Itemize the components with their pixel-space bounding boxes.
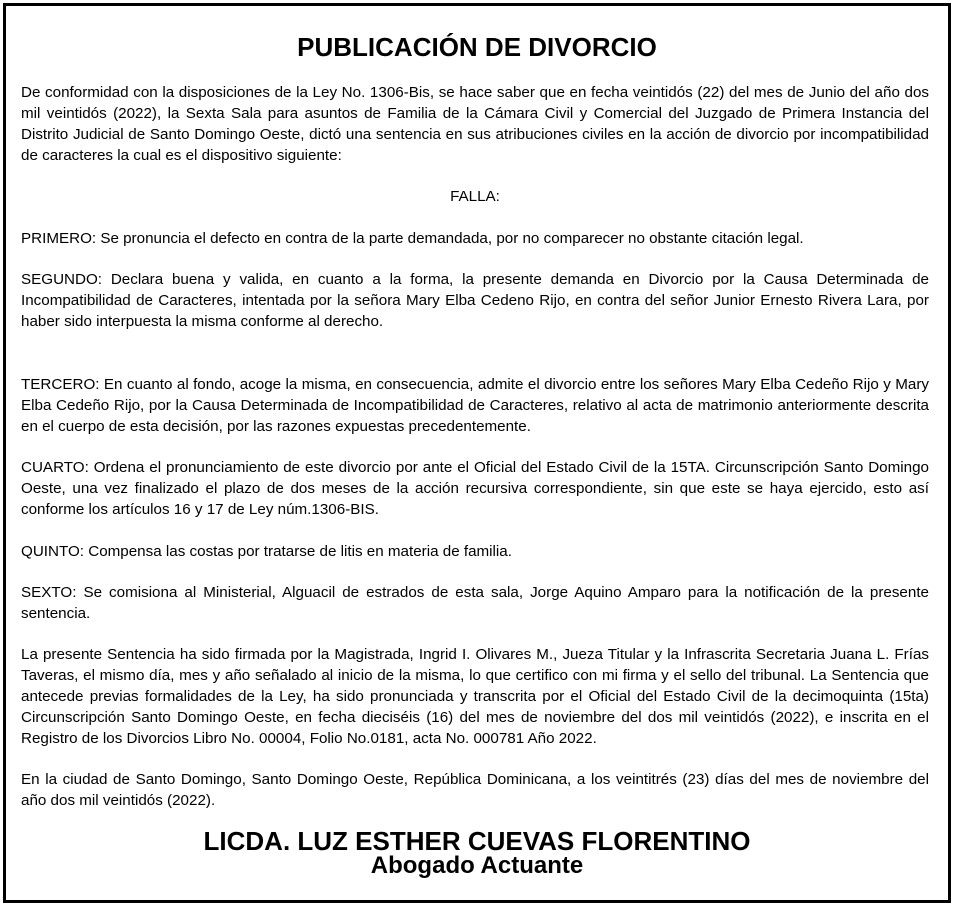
divorce-publication-notice <box>3 3 951 903</box>
sexto-paragraph: SEXTO: Se comisiona al Ministerial, Alguacil de estrados de esta sala, Jorge Aquino Amparo para la notificación de la presente sentencia. <box>21 584 929 622</box>
certification-paragraph: La presente Sentencia ha sido firmada por la Magistrada, Ingrid I. Olivares M., Jueza Titular y la Infrascrita Secretaria Juana L. Frías Taveras, el mismo día, mes y año señalado al inicio de la misma, lo que certifico con mi firma y el sello del tribunal. La Sentencia que antecede previas formalidades de la Ley, ha sido pronunciada y transcrita por el Oficial del Estado Civil de la decimoquinta (15ta) Circunscripción Santo Domingo Oeste, en fecha dieciséis (16) del mes de noviembre del dos mil veintidós (2022), e inscrita en el Registro de los Divorcios Libro No. 00004, Folio No.0181, acta No. 000781 Año 2022. <box>21 646 929 747</box>
notice-title: PUBLICACIÓN DE DIVORCIO <box>297 32 657 62</box>
segundo-paragraph: SEGUNDO: Declara buena y valida, en cuanto a la forma, la presente demanda en Divorcio por la Causa Determinada de Incompatibilidad de Caracteres, intentada por la señora Mary Elba Cedeno Rijo, en contra del señor Junior Ernesto Rivera Lara, por haber sido interpuesta la misma conforme al derecho. <box>21 271 929 330</box>
intro-paragraph: De conformidad con la disposiciones de la Ley No. 1306-Bis, se hace saber que en fecha veintidós (22) del mes de Junio del año dos mil veintidós (2022), la Sexta Sala para asuntos de Familia de la Cámara Civil y Comercial del Juzgado de Primera Instancia del Distrito Judicial de Santo Domingo Oeste, dictó una sentencia en sus atribuciones civiles en la acción de divorcio por incompatibilidad de caracteres la cual es el dispositivo siguiente: <box>21 84 929 164</box>
quinto-paragraph: QUINTO: Compensa las costas por tratarse de litis en materia de familia. <box>21 543 512 560</box>
closing-paragraph: En la ciudad de Santo Domingo, Santo Domingo Oeste, República Dominicana, a los veintitrés (23) días del mes de noviembre del año dos mil veintidós (2022). <box>21 771 929 809</box>
primero-paragraph: PRIMERO: Se pronuncia el defecto en contra de la parte demandada, por no comparecer no obstante citación legal. <box>21 230 804 247</box>
signatory-role: Abogado Actuante <box>370 852 584 879</box>
cuarto-paragraph: CUARTO: Ordena el pronunciamiento de este divorcio por ante el Oficial del Estado Civil de la 15TA. Circunscripción Santo Domingo Oeste, una vez finalizado el plazo de dos meses de la acción recursiva correspondiente, sin que este se haya ejercido, esto así conforme los artículos 16 y 17 de Ley núm.1306-BIS. <box>21 459 929 518</box>
signatory-name: LICDA. LUZ ESTHER CUEVAS FLORENTINO <box>203 826 751 856</box>
falla-heading: FALLA: <box>450 188 500 205</box>
tercero-paragraph: TERCERO: En cuanto al fondo, acoge la misma, en consecuencia, admite el divorcio entre los señores Mary Elba Cedeño Rijo y Mary Elba Cedeño Rijo, por la Causa Determinada de Incompatibilidad de Caracteres, relativo al acta de matrimonio anteriormente descrita en el cuerpo de esta decisión, por las razones expuestas precedentemente. <box>21 376 929 435</box>
